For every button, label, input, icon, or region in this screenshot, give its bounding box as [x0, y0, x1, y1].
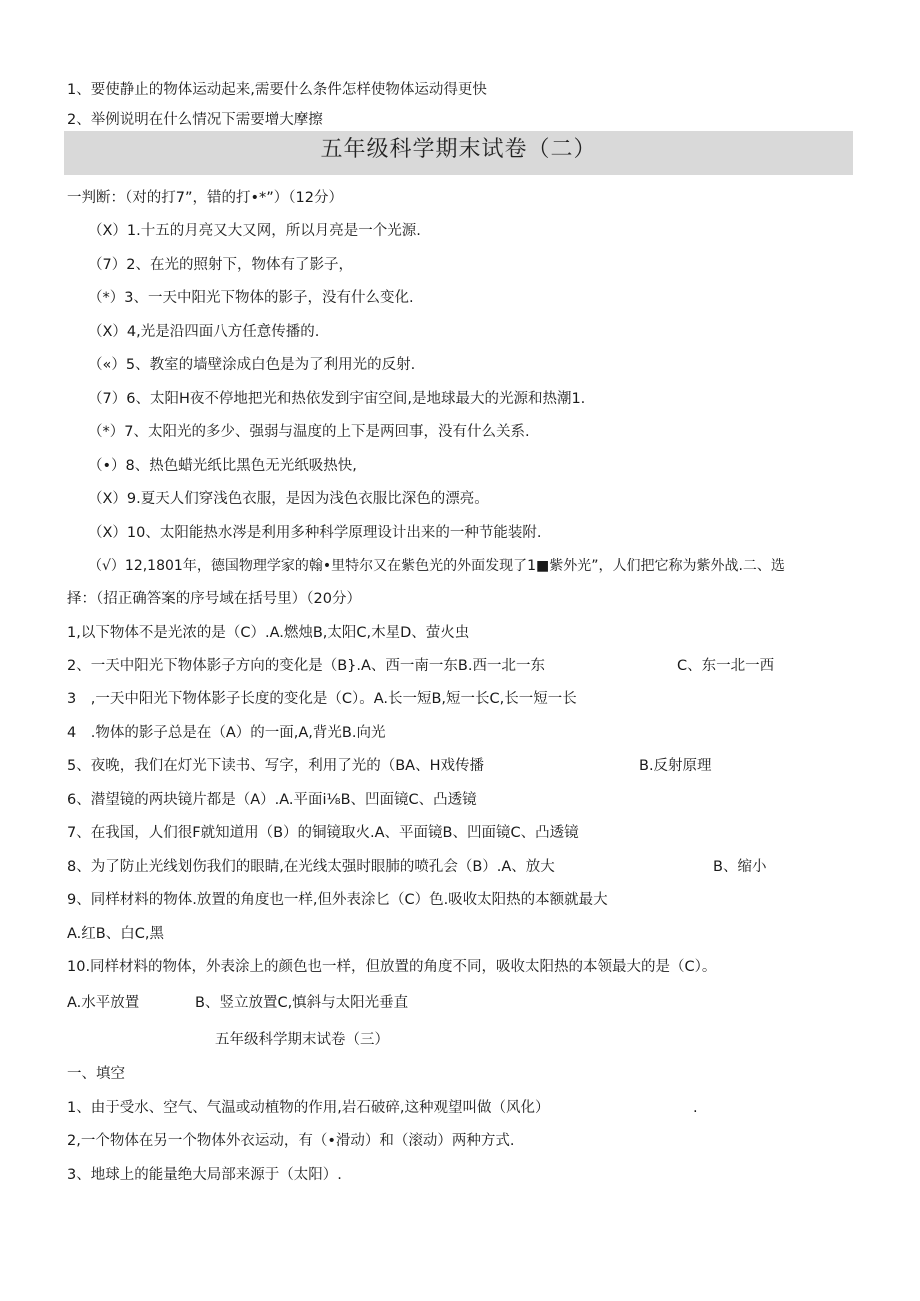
choice-item: 7、在我国，人们很F就知道用（B）的铜镜取火.A、平面镜B、凹面镜C、凸透镜: [67, 825, 579, 841]
top-question-2: 2、举例说明在什么情况下需要增大摩擦: [67, 112, 323, 128]
judge-item: （7）6、太阳H夜不停地把光和热依发到宇宙空间,是地球最大的光源和热潮1.: [88, 391, 586, 407]
fill-item: 2,一个物体在另一个物体外衣运动，有（•滑动）和（滚动）两种方式.: [67, 1133, 515, 1149]
choice-item: 10.同样材料的物体，外表涂上的颜色也一样，但放置的角度不同，吸收太阳热的本领最大的是（C）。: [67, 959, 717, 975]
judge-item: （X）1.十五的月亮又大又网，所以月亮是一个光源.: [88, 223, 421, 239]
judge-header: 一判断：（对的打7”，错的打•*”）（12分）: [67, 190, 344, 206]
exam2-title: 五年级科学期末试卷（二）: [320, 137, 597, 162]
exam2-title-banner: [64, 131, 853, 175]
choice-item-extra: B、缩小: [713, 859, 767, 875]
choice-item: A.水平放置: [67, 995, 140, 1011]
judge-item: （X）10、太阳能热水涔是利用多种科学原理设计出来的一种节能装附.: [88, 525, 542, 541]
judge-item: （•）8、热色蜡光纸比黑色无光纸吸热快,: [88, 458, 357, 474]
fill-item: 1、由于受水、空气、气温或动植物的作用,岩石破碎,这种观望叫做（风化）: [67, 1100, 550, 1116]
choice-item-extra: B.反射原理: [639, 758, 712, 774]
judge-item: （7）2、在光的照射下，物体有了影子，: [88, 257, 353, 273]
judge-item: （√）12,1801年，德国物理学家的翰•里特尔又在紫色光的外面发现了1■紫外光”，人们把它称为紫外战.二、选: [88, 558, 785, 574]
fill-item-extra: .: [693, 1100, 698, 1116]
judge-item: （X）9.夏天人们穿浅色衣服，是因为浅色衣服比深色的漂亮。: [88, 491, 489, 507]
exam3-section-header: 一、填空: [67, 1066, 125, 1082]
choice-item-extra: B、竖立放置C,慎斜与太阳光垂直: [195, 995, 409, 1011]
choice-item: 4 .物体的影子总是在（A）的一面,A,背光B.向光: [67, 725, 386, 741]
choice-item: 6、潜望镜的两块镜片都是（A）.A.平面i⅛B、凹面镜C、凸透镜: [67, 792, 477, 808]
judge-item: （«）5、教室的墙壁涂成白色是为了利用光的反射.: [88, 357, 416, 373]
choice-item: 3 ,一天中阳光下物体影子长度的变化是（C）。A.长一短B,短一长C,长一短一长: [67, 691, 577, 707]
exam3-title: 五年级科学期末试卷（三）: [215, 1032, 389, 1048]
choice-item: A.红B、白C,黑: [67, 926, 164, 942]
judge-item: （*）3、一天中阳光下物体的影子，没有什么变化.: [88, 290, 414, 306]
fill-item: 3、地球上的能量绝大局部来源于（太阳）.: [67, 1167, 342, 1183]
judge-item: （X）4,光是沿四面八方任意传播的.: [88, 324, 320, 340]
choice-item: 8、为了防止光线划伤我们的眼睛,在光线太强时眼肺的喷孔会（B）.A、放大: [67, 859, 555, 875]
choice-header: 择：（招正确答案的序号域在括号里）（20分）: [67, 591, 361, 607]
choice-item: 1,以下物体不是光浓的是（C）.A.燃烛B,太阳C,木星D、萤火虫: [67, 625, 470, 641]
choice-item: 2、一天中阳光下物体影子方向的变化是（B}.A、西一南一东B.西一北一东: [67, 658, 545, 674]
judge-item: （*）7、太阳光的多少、强弱与温度的上下是两回事，没有什么关系.: [88, 424, 530, 440]
top-question-1: 1、要使静止的物体运动起来,需要什么条件怎样使物体运动得更快: [67, 82, 487, 98]
choice-item-extra: C、东一北一西: [677, 658, 775, 674]
choice-item: 9、同样材料的物体.放置的角度也一样,但外表涂匕（C）色.吸收太阳热的本额就最大: [67, 892, 608, 908]
choice-item: 5、夜晚，我们在灯光下读书、写字，利用了光的（BA、H戏传播: [67, 758, 484, 774]
